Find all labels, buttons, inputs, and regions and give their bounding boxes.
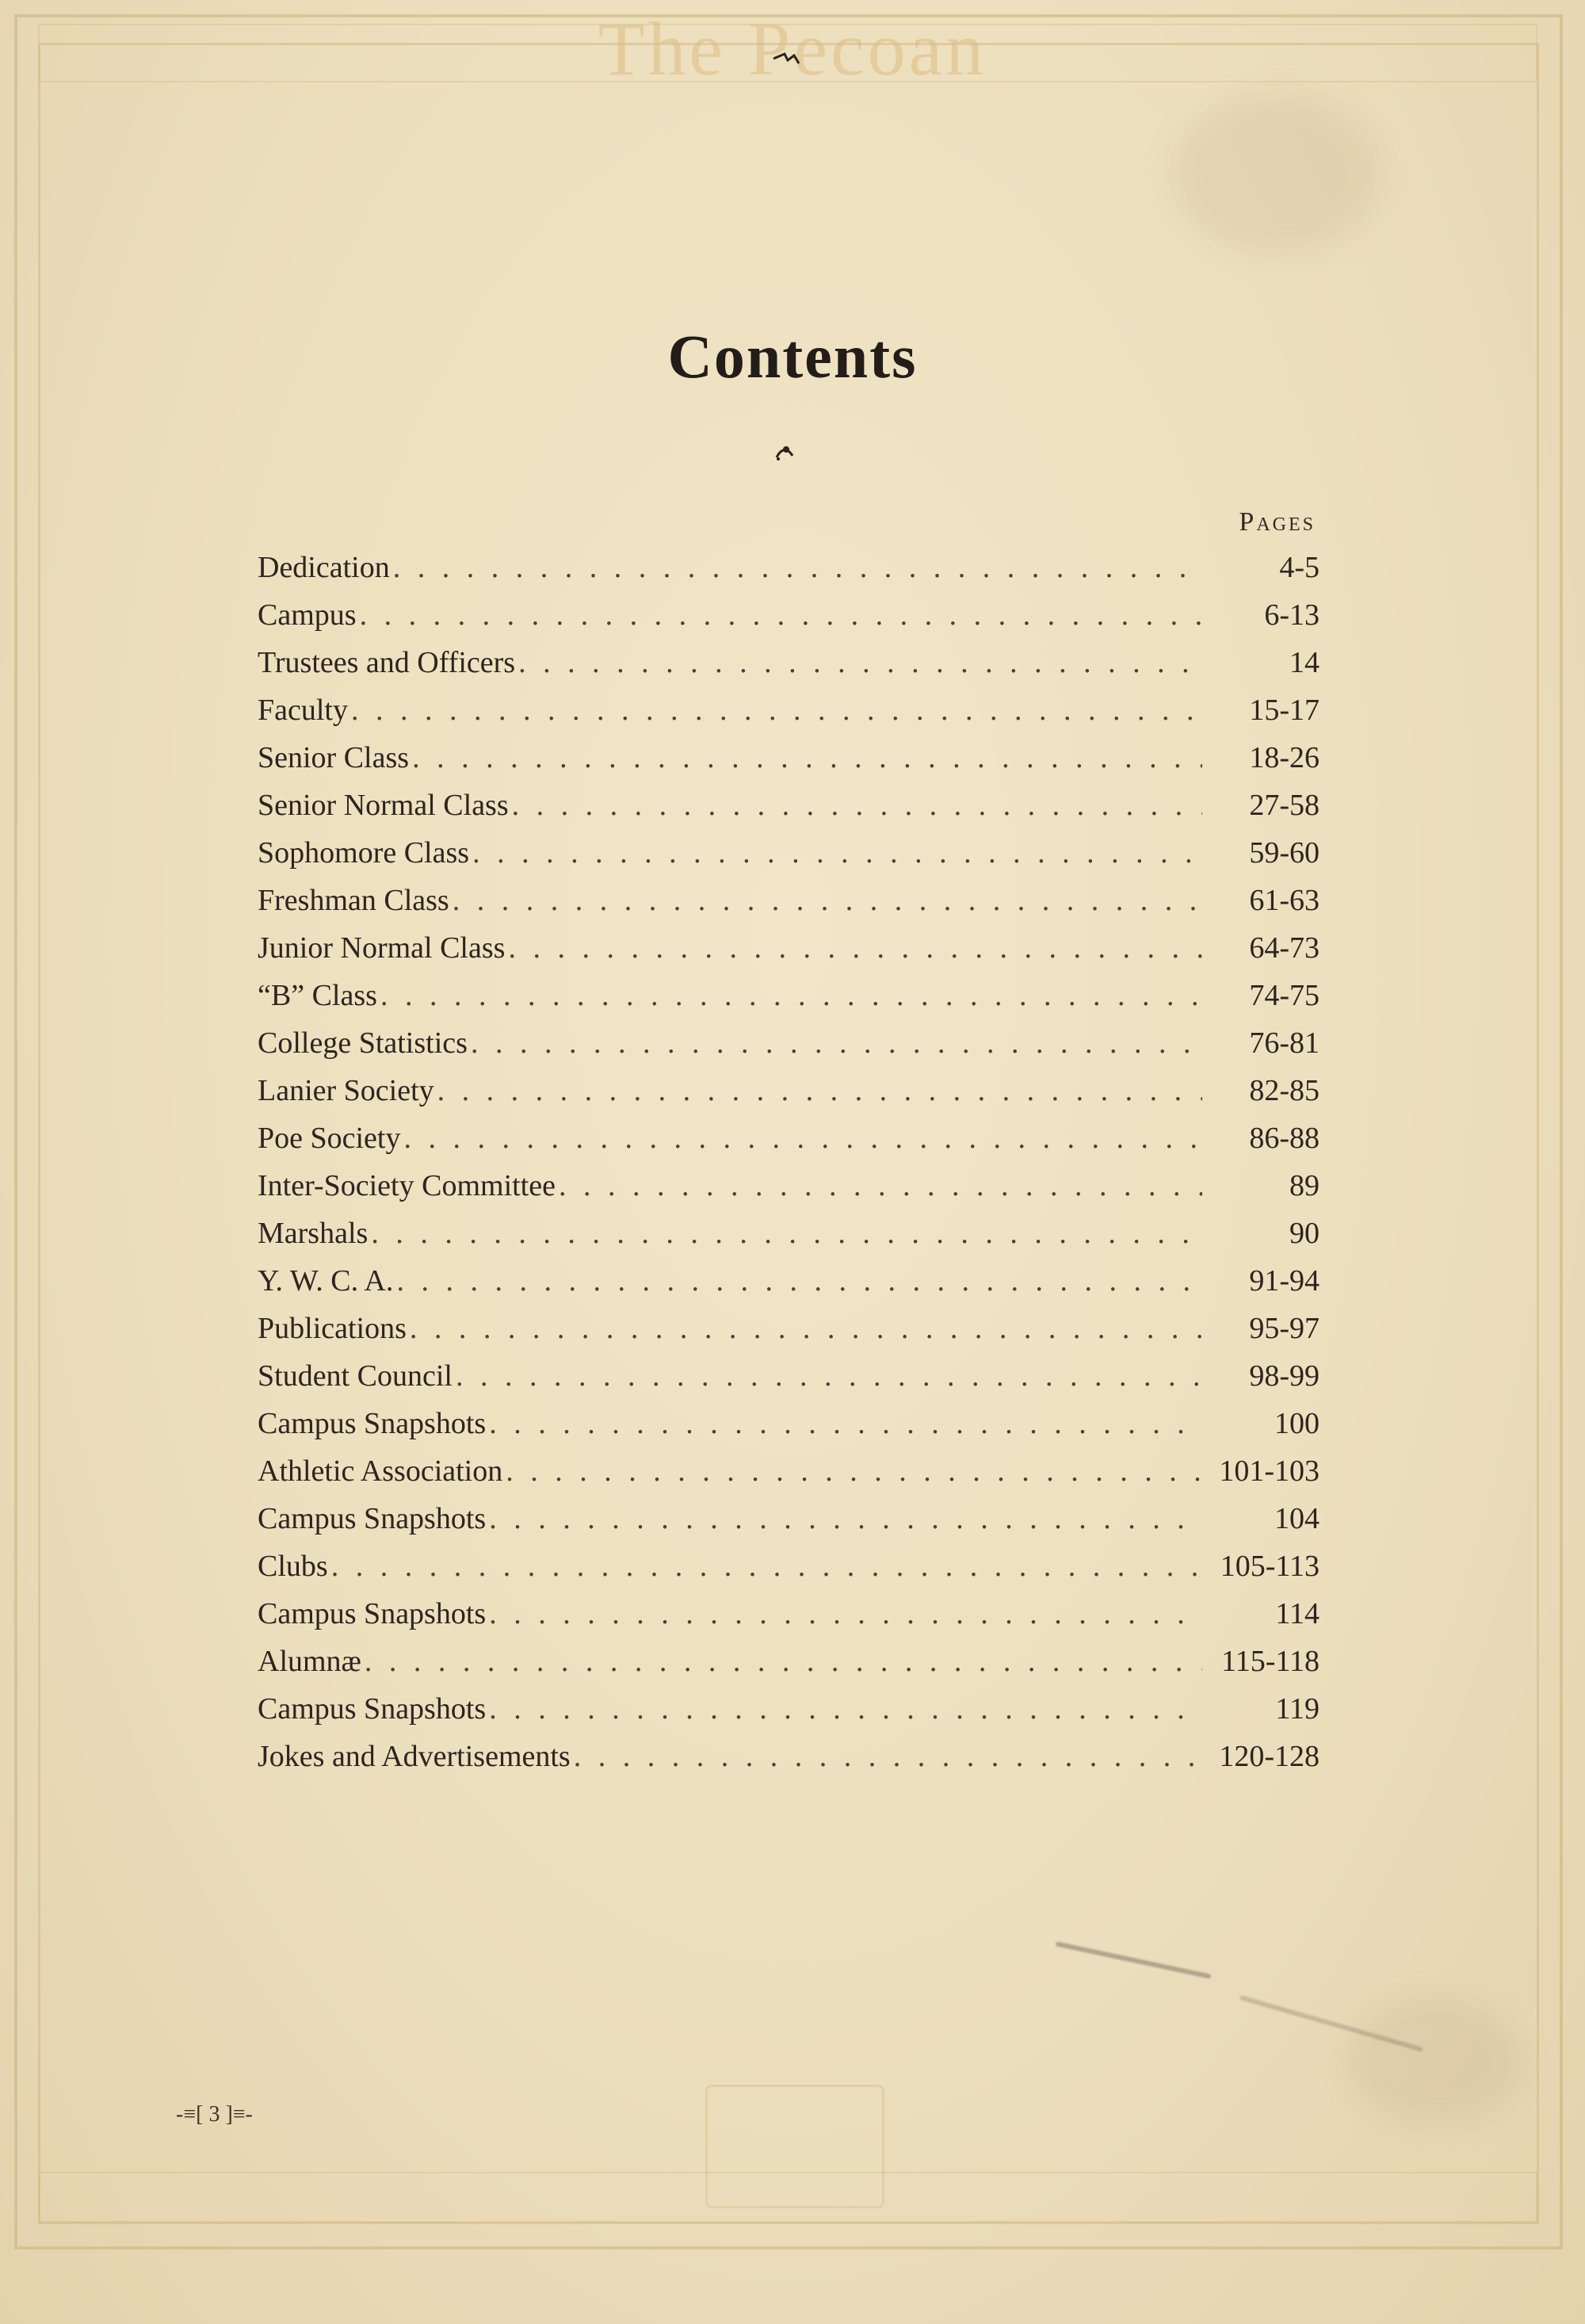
toc-entry-pages: 115-118 — [1221, 1645, 1320, 1678]
toc-entry-pages: 27-58 — [1249, 789, 1320, 822]
toc-entry-pages: 100 — [1274, 1407, 1320, 1440]
dot-leader — [574, 1739, 1202, 1774]
dot-leader — [489, 1501, 1202, 1536]
toc-entry — [258, 883, 1320, 931]
toc-entry — [258, 1644, 1320, 1691]
toc-entry-label: Senior Normal Class — [258, 789, 509, 822]
dot-leader — [360, 598, 1202, 633]
toc-entry-label: Clubs — [258, 1550, 328, 1583]
toc-entry — [258, 1073, 1320, 1121]
toc-entry-label: Jokes and Advertisements — [258, 1740, 571, 1773]
table-of-contents — [258, 550, 1320, 1787]
dot-leader — [331, 1549, 1202, 1584]
page-number: -≡[ 3 ]≡- — [176, 2102, 253, 2127]
toc-entry-label: Athletic Association — [258, 1454, 503, 1488]
toc-entry — [258, 1501, 1320, 1549]
toc-entry — [258, 1026, 1320, 1073]
dot-leader — [489, 1596, 1202, 1631]
toc-entry-label: Lanier Society — [258, 1074, 434, 1107]
toc-entry-pages: 86-88 — [1249, 1122, 1320, 1155]
toc-entry-label: Y. W. C. A. — [258, 1264, 394, 1298]
toc-entry — [258, 1216, 1320, 1263]
toc-entry-label: Trustees and Officers — [258, 646, 516, 679]
toc-entry-pages: 95-97 — [1249, 1312, 1320, 1345]
toc-entry — [258, 1739, 1320, 1787]
dot-leader — [518, 645, 1202, 680]
toc-entry-pages: 98-99 — [1249, 1359, 1320, 1393]
dot-leader — [393, 550, 1202, 585]
toc-entry-label: Poe Society — [258, 1122, 401, 1155]
toc-entry-label: Campus — [258, 598, 357, 632]
toc-entry-pages: 6-13 — [1264, 598, 1320, 632]
toc-entry-pages: 105-113 — [1220, 1550, 1320, 1583]
toc-entry — [258, 1691, 1320, 1739]
toc-entry — [258, 1406, 1320, 1454]
toc-entry — [258, 978, 1320, 1026]
toc-entry-pages: 104 — [1274, 1502, 1320, 1535]
toc-entry — [258, 1311, 1320, 1359]
toc-entry-pages: 120-128 — [1219, 1740, 1320, 1773]
toc-entry — [258, 1359, 1320, 1406]
fleuron-icon — [769, 440, 800, 464]
dot-leader — [396, 1263, 1202, 1298]
toc-entry — [258, 1454, 1320, 1501]
toc-entry-label: Campus Snapshots — [258, 1407, 487, 1440]
toc-entry-pages: 101-103 — [1219, 1454, 1320, 1488]
toc-entry-label: “B” Class — [258, 979, 377, 1012]
toc-entry-label: Publications — [258, 1312, 407, 1345]
toc-entry-label: Dedication — [258, 551, 390, 584]
toc-entry-label: Alumnæ — [258, 1645, 361, 1678]
toc-entry-pages: 4-5 — [1279, 551, 1320, 584]
dot-leader — [506, 1454, 1202, 1489]
toc-entry — [258, 550, 1320, 598]
toc-entry-pages: 119 — [1275, 1692, 1320, 1726]
dot-leader — [453, 883, 1202, 918]
toc-entry — [258, 1168, 1320, 1216]
toc-entry-label: Campus Snapshots — [258, 1597, 487, 1630]
toc-entry — [258, 931, 1320, 978]
dot-leader — [489, 1691, 1202, 1726]
toc-entry-label: College Statistics — [258, 1026, 468, 1060]
toc-entry-label: Faculty — [258, 694, 348, 727]
toc-entry-pages: 76-81 — [1249, 1026, 1320, 1060]
toc-entry-pages: 90 — [1289, 1217, 1320, 1250]
dot-leader — [559, 1168, 1202, 1203]
toc-entry-pages: 14 — [1289, 646, 1320, 679]
toc-entry — [258, 1549, 1320, 1596]
toc-entry-label: Junior Normal Class — [258, 931, 506, 965]
toc-entry-pages: 91-94 — [1249, 1264, 1320, 1298]
dot-leader — [403, 1121, 1202, 1156]
ghost-header-title: The Pecoan — [598, 6, 987, 91]
toc-entry-pages: 18-26 — [1249, 741, 1320, 774]
dot-leader — [456, 1359, 1202, 1393]
page-title: Contents — [667, 322, 918, 391]
toc-entry-pages: 61-63 — [1249, 884, 1320, 917]
toc-entry — [258, 1121, 1320, 1168]
toc-entry — [258, 598, 1320, 645]
dot-leader — [437, 1073, 1202, 1108]
dot-leader — [471, 1026, 1202, 1061]
dot-leader — [351, 693, 1202, 728]
dot-leader — [412, 740, 1202, 775]
toc-entry-pages: 59-60 — [1249, 836, 1320, 870]
toc-entry-pages: 64-73 — [1249, 931, 1320, 965]
toc-entry-pages: 15-17 — [1249, 694, 1320, 727]
toc-entry-label: Inter-Society Committee — [258, 1169, 556, 1202]
toc-entry — [258, 788, 1320, 835]
pages-column-header: Pages — [1239, 507, 1316, 537]
toc-entry-label: Marshals — [258, 1217, 369, 1250]
toc-entry — [258, 1263, 1320, 1311]
toc-entry-pages: 89 — [1289, 1169, 1320, 1202]
dot-leader — [512, 788, 1202, 823]
toc-entry-label: Freshman Class — [258, 884, 449, 917]
dot-leader — [365, 1644, 1202, 1679]
toc-entry-pages: 74-75 — [1249, 979, 1320, 1012]
toc-entry-label: Student Council — [258, 1359, 453, 1393]
dot-leader — [380, 978, 1202, 1013]
dot-leader — [472, 835, 1202, 870]
toc-entry — [258, 740, 1320, 788]
toc-entry-pages: 114 — [1275, 1597, 1320, 1630]
dot-leader — [410, 1311, 1202, 1346]
top-ornament-icon — [770, 49, 802, 68]
toc-entry — [258, 645, 1320, 693]
toc-entry-pages: 82-85 — [1249, 1074, 1320, 1107]
dot-leader — [371, 1216, 1202, 1251]
dot-leader — [508, 931, 1202, 965]
toc-entry — [258, 1596, 1320, 1644]
toc-entry — [258, 693, 1320, 740]
toc-entry-label: Campus Snapshots — [258, 1502, 487, 1535]
faded-emblem — [705, 2085, 884, 2208]
toc-entry-label: Campus Snapshots — [258, 1692, 487, 1726]
toc-entry-label: Sophomore Class — [258, 836, 470, 870]
dot-leader — [489, 1406, 1202, 1441]
toc-entry — [258, 835, 1320, 883]
toc-entry-label: Senior Class — [258, 741, 410, 774]
